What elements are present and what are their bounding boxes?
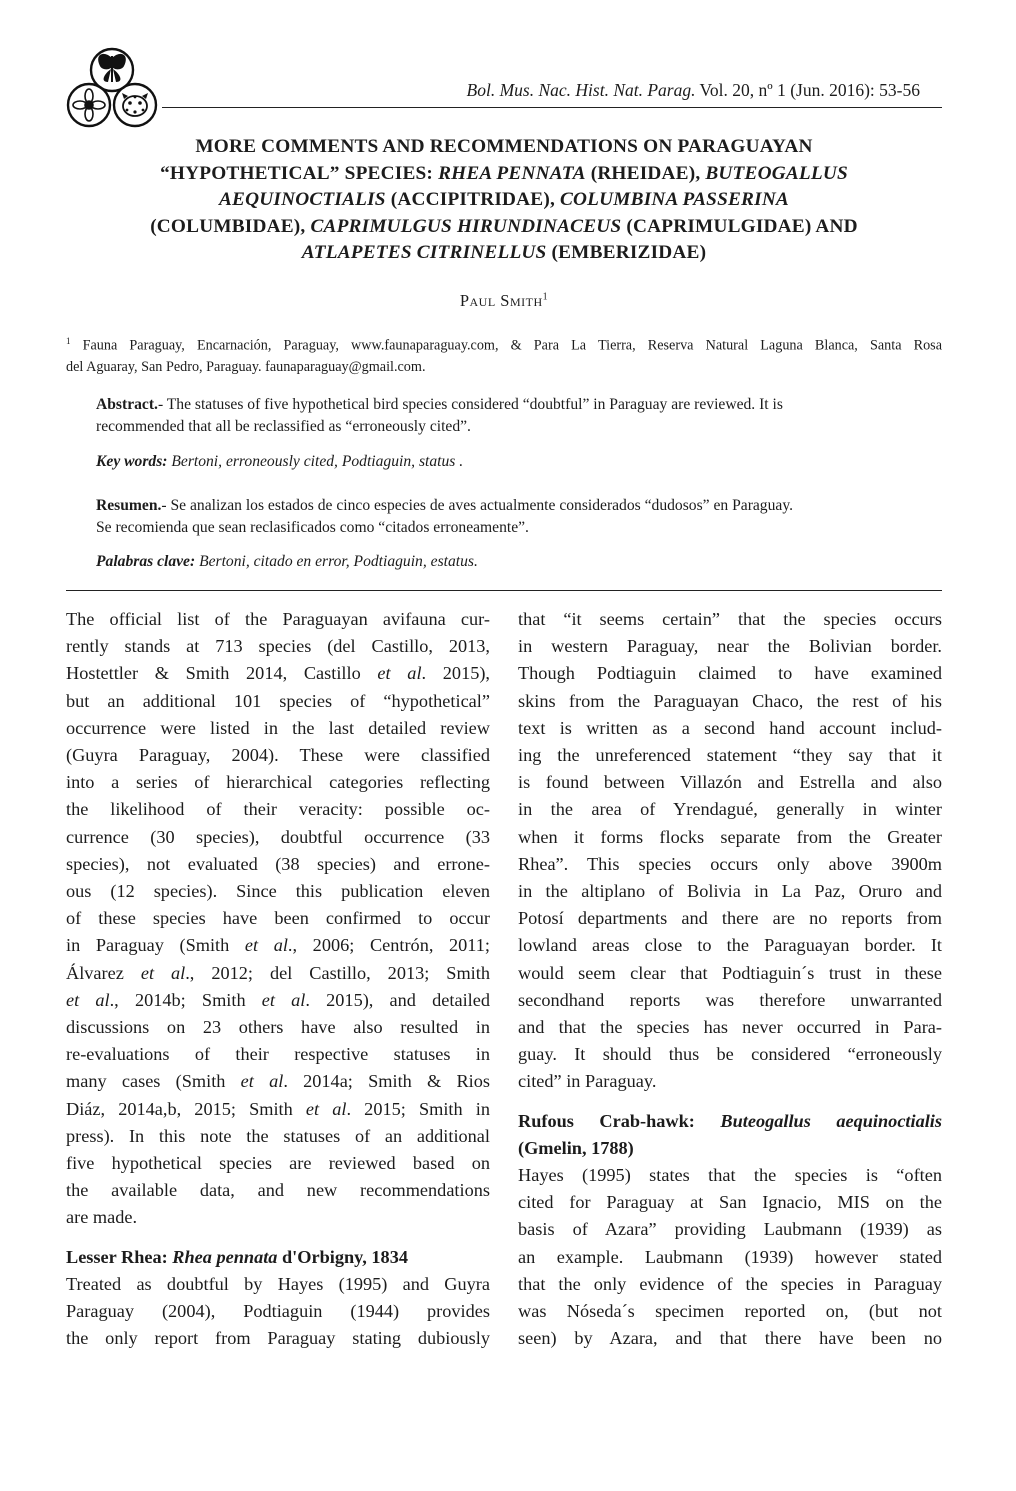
header-rule xyxy=(162,107,942,108)
jaguar-icon xyxy=(122,93,148,116)
body-right-column: that “it seems certain” that the species occurs in western Paraguay, near the Bolivian border. Though Podtiaguin claimed to have examined skins from the Paraguayan Chaco, the rest of his text is written as a second hand account includ- ing the unreferenced statement “they say that it is found between Villazón and Estrella and also in the area of Yrendagué, generally in winter when it forms flocks separate from the Greater Rhea”. This species occurs only above 3900m in the altiplano of Bolivia in La Paz, Oruro and Potosí departments and there are no reports from lowland areas close to the Paraguayan border. It would seem clear that Podtiaguin´s trust in these secondhand reports was therefore unwarranted and that the species has never occurred in Para- guay. It should thus be considered “erroneously cited” in Paraguay. Rufous Crab-hawk: Buteogallus aequinoctialis (Gmelin, 1788) Hayes (1995) states that the species is “often cited for Paraguay at San Ignacio, MIS on the basis of Azara” providing Laubmann (1939) as an example. Laubmann (1939) however stated that the only evidence of the species in Paraguay was Nóseda´s specimen reported on, (but not seen) by Azara, and that there have been no xyxy=(518,609,943,1349)
journal-name: Bol. Mus. Nac. Hist. Nat. Parag. xyxy=(466,80,696,100)
museum-logo xyxy=(64,44,160,134)
paper-title: MORE COMMENTS AND RECOMMENDATIONS ON PARAGUAYAN “HYPOTHETICAL” SPECIES: RHEA PENNATA (RHEIDAE), BUTEOGALLUS AEQUINOCTIALIS (ACCIPITRIDAE), COLUMBINA PASSERINA (COLUMBIDAE), CAPRIMULGUS HIRUNDINACEUS (CAPRIMULGIDAE) AND ATLAPETES CITRINELLUS (EMBERIZIDAE) xyxy=(150,136,858,263)
keywords: Key words: Bertoni, erroneously cited, Podtiaguin, status . xyxy=(96,453,464,470)
author-name: Paul Smith$^1$ xyxy=(459,291,549,310)
section-heading-lesser-rhea: Lesser Rhea: Rhea pennata d'Orbigny, 1834 xyxy=(66,1246,408,1267)
body-left-column: The official list of the Paraguayan avifauna cur- rently stands at 713 species (del Castillo, 2013, Hostettler & Smith 2014, Castillo et al. 2015), but an additional 101 species of “hypothetical” occurrence were listed in the last detailed review (Guyra Paraguay, 2004). These were classified into a series of hierarchical categories reflecting the likelihood of their veracity: possible oc- currence (30 species), doubtful occurrence (33 species), not evaluated (38 species) and errone- ous (12 species). Since this publication eleven of these species have been confirmed to occur in Paraguay (Smith et al., 2006; Centrón, 2011; Álvarez et al., 2012; del Castillo, 2013; Smith et al., 2014b; Smith et al. 2015), and detailed discussions on 23 others have also resulted in re-evaluations of their respective statuses in many cases (Smith et al. 2014a; Smith & Rios Diáz, 2014a,b, 2015; Smith et al. 2015; Smith in press). In this note the statuses of an additional five hypothetical species are reviewed based on the available data, and new recommendations are made. Lesser Rhea: Rhea pennata d'Orbigny, 1834 Treated as doubtful by Hayes (1995) and Guyra Paraguay (2004), Podtiaguin (1944) provides the only report from Paraguay stating dubiously xyxy=(66,609,491,1349)
abstract: Abstract.- The statuses of five hypothetical bird species considered “doubtful” in Paraguay are reviewed. It is recommended that all be reclassified as “erroneously cited”. xyxy=(96,396,783,435)
resumen: Resumen.- Se analizan los estados de cinco especies de aves actualmente considerados “dudosos” en Paraguay. Se recomienda que sean reclasificados como “citados erroneamente”. xyxy=(96,497,794,536)
flower-icon xyxy=(73,89,105,121)
butterfly-icon xyxy=(98,54,126,82)
section-heading-rufous-crab-hawk: Rufous Crab-hawk: Buteogallus aequinoctialis xyxy=(518,1110,943,1131)
journal-volume: Vol. 20, nº 1 (Jun. 2016): 53-56 xyxy=(695,80,920,100)
section-rule xyxy=(66,590,942,591)
palabras-clave: Palabras clave: Bertoni, citado en error, Podtiaguin, estatus. xyxy=(96,553,478,570)
journal-citation xyxy=(467,80,920,101)
affiliation: $^1$ Fauna Paraguay, Encarnación, Paraguay, www.faunaparaguay.com, & Para La Tierra, Reserva Natural Laguna Blanca, Santa Rosa del Aguaray, San Pedro, Paraguay. faunaparaguay@gmail.com. xyxy=(66,336,942,375)
